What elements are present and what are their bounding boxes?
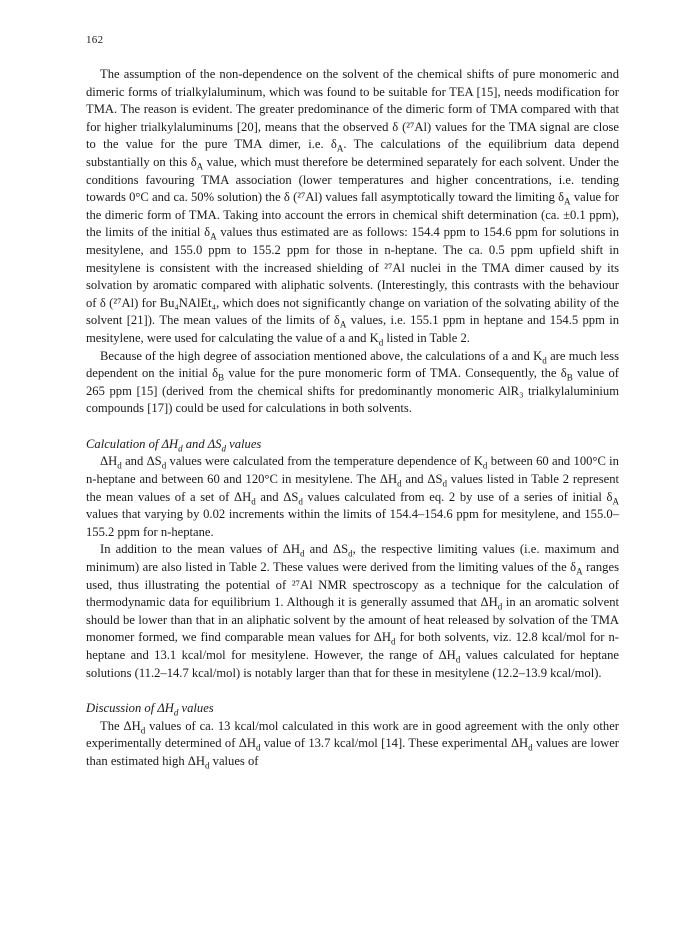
paragraph-assumption: The assumption of the non-dependence on the solvent of the chemical shifts of pure monomeric and dimeric forms of trialkylaluminum, which was found to be suitable for TEA [15], needs modification for TMA. The reason is evident. The greater predominance of the dimeric form of TMA compared with that for higher trialkylaluminums [20], means that the observed δ (²⁷Al) values for the TMA signal are close to the value for the pure TMA dimer, i.e. $\delta_A$. The calculations of the equilibrium data depend substantially on this $\delta_A$ value, which must therefore be determined separately for each solvent. Under the conditions favouring TMA association (lower temperatures and higher concentrations, i.e. tending towards 0°C and ca. 50% solution) the δ (²⁷Al) values fall asymptotically toward the limiting $\delta_A$ value for the dimeric form of TMA. Taking into account the errors in chemical shift determination (ca. ±0.1 ppm), the limits of the initial $\delta_A$ values thus estimated are as follows: 154.4 ppm to 154.6 ppm for solutions in mesitylene, and 155.0 ppm to 155.2 ppm for those in n-heptane. The ca. 0.5 ppm upfield shift in mesitylene is consistent with the increased shielding of ²⁷Al nuclei in the TMA dimer caused by its solvation by aromatic compared with aliphatic solvents. (Interestingly, this contrasts with the behaviour of δ (²⁷Al) for Bu₄NAlEt₄, which does not significantly change on variation of the solvating ability of the solvent [21]). The mean values of the limits of $\delta_A$ values, i.e. 155.1 ppm in heptane and 154.5 ppm in mesitylene, were used for calculating the value of a and $K_d$ listed in Table 2.: [86, 67, 620, 348]
paragraph-calculation: $\Delta H_d$ and $\Delta S_d$ values were calculated from the temperature dependence of $K_d$ between 60 and 100°C in n-heptane and between 60 and 120°C in mesitylene. The $\Delta H_d$ and $\Delta S_d$ values listed in Table 2 represent the mean values of a set of $\Delta H_d$ and $\Delta S_d$ values calculated from eq. 2 by use of a series of initial $\delta_A$ values that varying by 0.02 increments within the limits of 154.4–154.6 ppm for mesitylene, and 155.0–155.2 ppm for n-heptane.: [86, 454, 620, 539]
paragraph-association: Because of the high degree of association mentioned above, the calculations of a and $K_d$ are much less dependent on the initial $\delta_B$ value for the pure monomeric form of TMA. Consequently, the $\delta_B$ value of 265 ppm [15] (derived from the chemical shifts for predominantly monomeric AlR₃ trialkylaluminium compounds [17]) could be used for calculations in both solvents.: [86, 348, 619, 416]
page-number: 162: [86, 34, 104, 46]
paragraph-limiting-values: In addition to the mean values of $\Delta H_d$ and $\Delta S_d$, the respective limiting values (i.e. maximum and minimum) are also listed in Table 2. These values were derived from the limiting values of the $\delta_A$ ranges used, thus illustrating the potential of ²⁷Al NMR spectroscopy as a technique for the calculation of thermodynamic data for equilibrium 1. Although it is generally assumed that $\Delta H_d$ in an aromatic solvent should be lower than that in an aliphatic solvent by the amount of heat released by solvation of the TMA monomer formed, we find comparable mean values for $\Delta H_d$ for both solvents, viz. 12.8 kcal/mol for n-heptane and 13.1 kcal/mol for mesitylene. However, the range of $\Delta H_d$ values calculated for heptane solutions (11.2–14.7 kcal/mol) is notably larger than that for these in mesitylene (12.2–13.9 kcal/mol).: [86, 542, 619, 680]
paragraph-discussion: The $\Delta H_d$ values of ca. 13 kcal/mol calculated in this work are in good agreement with the only other experimentally determined of $\Delta H_d$ value of 13.7 kcal/mol [14]. These experimental $\Delta H_d$ values are lower than estimated high $\Delta H_d$ values of: [86, 718, 619, 771]
section-heading-discussion: Discussion of $\Delta H_d$ values: [86, 701, 214, 718]
body-text: [86, 66, 619, 771]
section-heading-calculation: Calculation of $\Delta H_d$ and $\Delta S_d$ values: [86, 436, 262, 454]
